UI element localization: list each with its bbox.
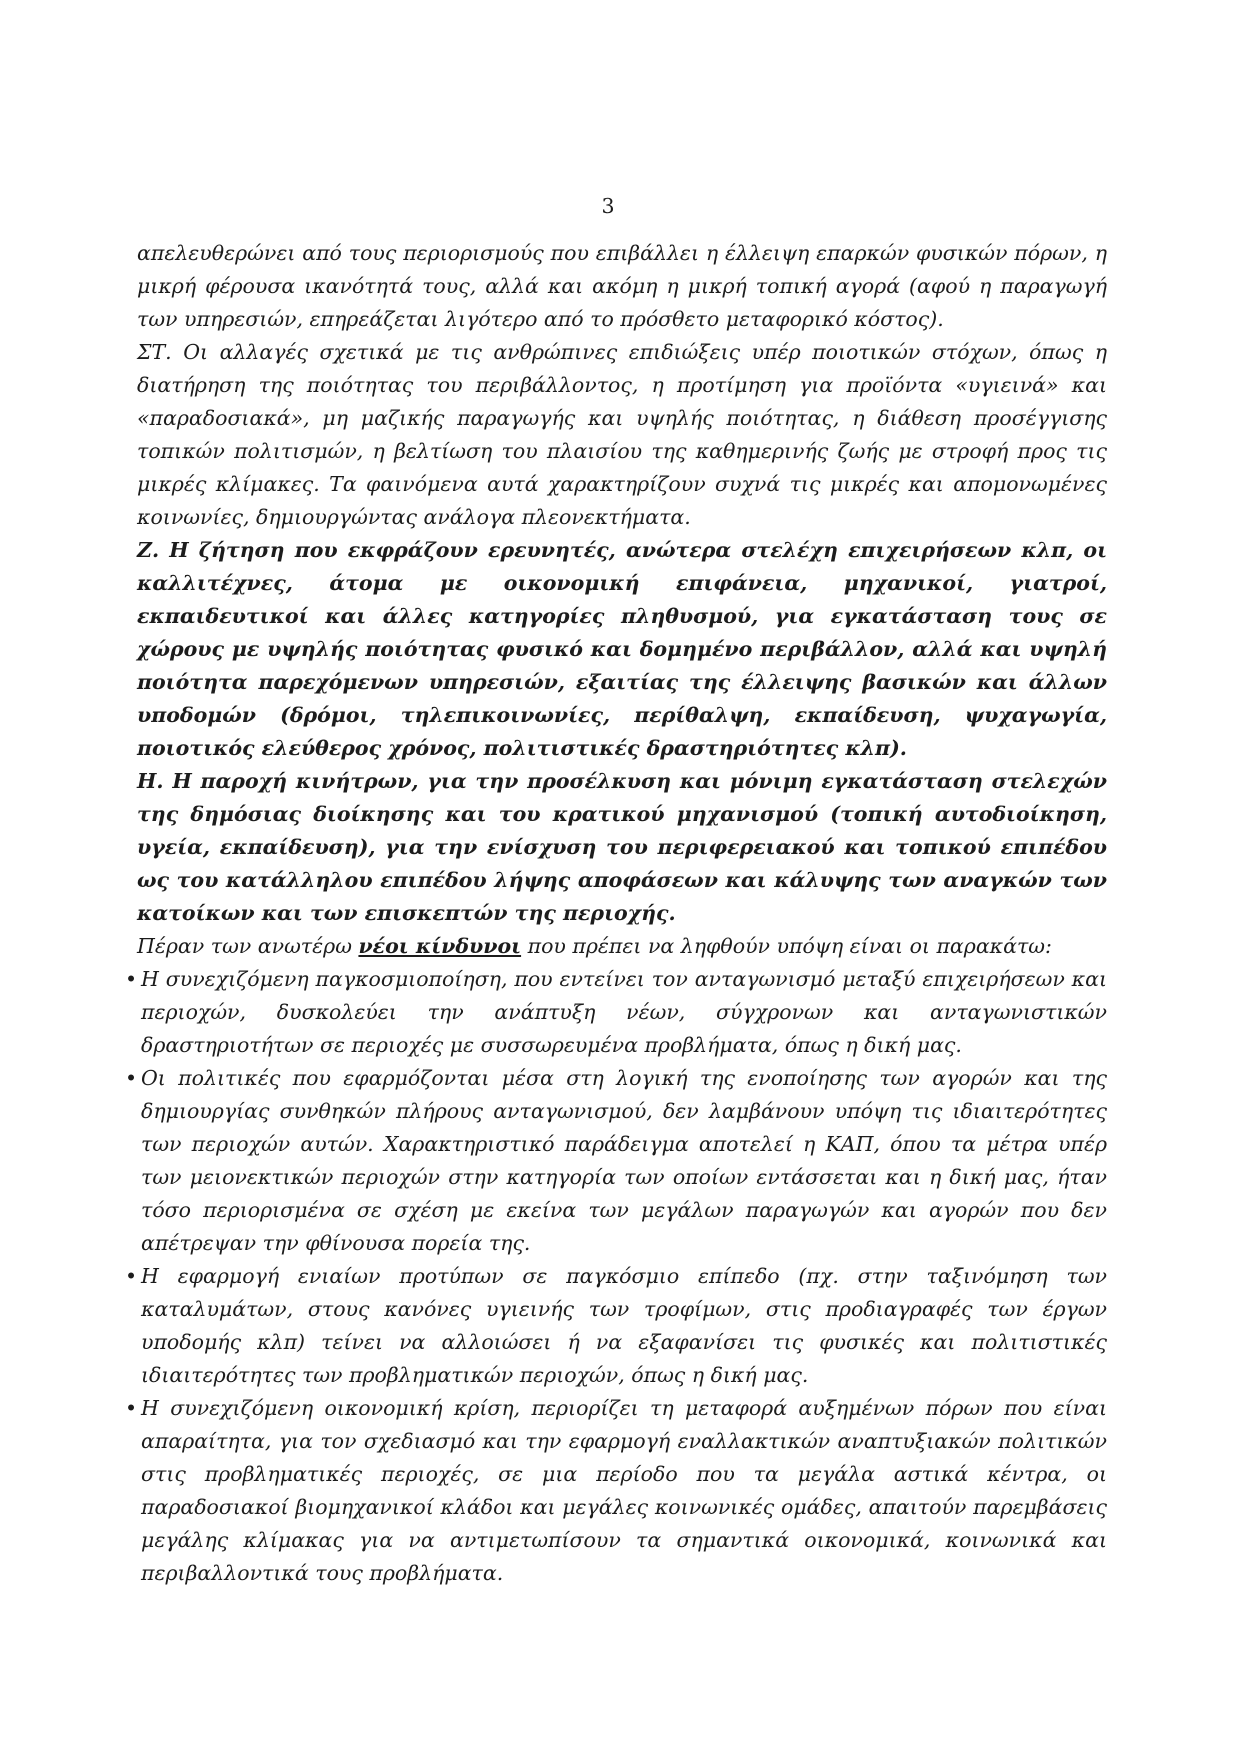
bullet-item-economic-crisis [125,1392,1107,1590]
paragraph-item-st: ΣΤ. Οι αλλαγές σχετικά με τις ανθρώπινες επιδιώξεις υπέρ ποιοτικών στόχων, όπως η διατήρηση της ποιότητας του περιβάλλοντος, η προτίμηση για προϊόντα «υγιεινά» και «παραδοσιακά», μη μαζικής παραγωγής και υψηλής ποιότητας, η διάθεση προσέγγισης τοπικών πολιτισμών, η βελτίωση του πλαισίου της καθημερινής ζωής με στροφή προς τις μικρές κλίμακες. Τα φαινόμενα αυτά χαρακτηρίζουν συχνά τις μικρές και απομονωμένες κοινωνίες, δημιουργώντας ανάλογα πλεονεκτήματα. [137,340,1107,529]
page-number: 3 [601,194,615,218]
risk-bullet-list [125,963,1107,1590]
bullet-icon: • [125,1396,138,1420]
new-risks-intro-prefix: Πέραν των ανωτέρω [137,934,359,958]
bullet-item-text: Η εφαρμογή ενιαίων προτύπων σε παγκόσμιο επίπεδο (πχ. στην ταξινόμηση των καταλυμάτων, στους κανόνες υγιεινής των τροφίμων, στις προδιαγραφές των έργων υποδομής κλπ) τείνει να αλλοιώσει ή να εξαφανίσει τις φυσικές και πολιτιστικές ιδιαιτερότητες των προβληματικών περιοχών, όπως η δική μας. [141,1264,1107,1387]
bullet-item-standards [125,1260,1107,1392]
new-risks-intro [137,930,1107,963]
new-risks-term: νέοι κίνδυνοι [358,934,522,958]
new-risks-intro-suffix: που πρέπει να ληφθούν υπόψη είναι οι παρακάτω: [521,934,1052,958]
bullet-item-text: Η συνεχιζόμενη οικονομική κρίση, περιορίζει τη μεταφορά αυξημένων πόρων που είναι απαραίτητα, για τον σχεδιασμό και την εφαρμογή εναλλακτικών αναπτυξιακών πολιτικών στις προβληματικές περιοχές, σε μια περίοδο που τα μεγάλα αστικά κέντρα, οι παραδοσιακοί βιομηχανικοί κλάδοι και μεγάλες κοινωνικές ομάδες, απαιτούν παρεμβάσεις μεγάλης κλίμακας για να αντιμετωπίσουν τα σημαντικά οικονομικά, κοινωνικά και περιβαλλοντικά τους προβλήματα. [141,1396,1107,1585]
bullet-icon: • [125,1066,138,1090]
paragraph-item-z: Ζ. Η ζήτηση που εκφράζουν ερευνητές, ανώτερα στελέχη επιχειρήσεων κλπ, οι καλλιτέχνες, άτομα με οικονομική επιφάνεια, μηχανικοί, γιατροί, εκπαιδευτικοί και άλλες κατηγορίες πληθυσμού, για εγκατάσταση τους σε χώρους με υψηλής ποιότητας φυσικό και δομημένο περιβάλλον, αλλά και υψηλή ποιότητα παρεχόμενων υπηρεσιών, εξαιτίας της έλλειψης βασικών και άλλων υποδομών (δρόμοι, τηλεπικοινωνίες, περίθαλψη, εκπαίδευση, ψυχαγωγία, ποιοτικός ελεύθερος χρόνος, πολιτιστικές δραστηριότητες κλπ). [137,538,1107,760]
bullet-item-policies [125,1062,1107,1260]
paragraph-continuation: απελευθερώνει από τους περιορισμούς που επιβάλλει η έλλειψη επαρκών φυσικών πόρων, η μικρή φέρουσα ικανότητά τους, αλλά και ακόμη η μικρή τοπική αγορά (αφού η παραγωγή των υπηρεσιών, επηρεάζεται λιγότερο από το πρόσθετο μεταφορικό κόστος). [137,241,1107,331]
bullet-icon: • [125,1264,138,1288]
paragraph-item-h: Η. Η παροχή κινήτρων, για την προσέλκυση και μόνιμη εγκατάσταση στελεχών της δημόσιας διοίκησης και του κρατικού μηχανισμού (τοπική αυτοδιοίκηση, υγεία, εκπαίδευση), για την ενίσχυση του περιφερειακού και τοπικού επιπέδου ως του κατάλληλου επιπέδου λήψης αποφάσεων και κάλυψης των αναγκών των κατοίκων και των επισκεπτών της περιοχής. [137,769,1107,925]
bullet-item-text: Οι πολιτικές που εφαρμόζονται μέσα στη λογική της ενοποίησης των αγορών και της δημιουργίας συνθηκών πλήρους ανταγωνισμού, δεν λαμβάνουν υπόψη τις ιδιαιτερότητες των περιοχών αυτών. Χαρακτηριστικό παράδειγμα αποτελεί η ΚΑΠ, όπου τα μέτρα υπέρ των μειονεκτικών περιοχών στην κατηγορία των οποίων εντάσσεται και η δική μας, ήταν τόσο περιορισμένα σε σχέση με εκείνα των μεγάλων παραγωγών και αγορών που δεν απέτρεψαν την φθίνουσα πορεία της. [141,1066,1107,1255]
bullet-item-globalization [125,963,1107,1062]
bullet-icon: • [125,967,138,991]
bullet-item-text: Η συνεχιζόμενη παγκοσμιοποίηση, που εντείνει τον ανταγωνισμό μεταξύ επιχειρήσεων και περιοχών, δυσκολεύει την ανάπτυξη νέων, σύγχρονων και ανταγωνιστικών δραστηριοτήτων σε περιοχές με συσσωρευμένα προβλήματα, όπως η δική μας. [141,967,1107,1057]
